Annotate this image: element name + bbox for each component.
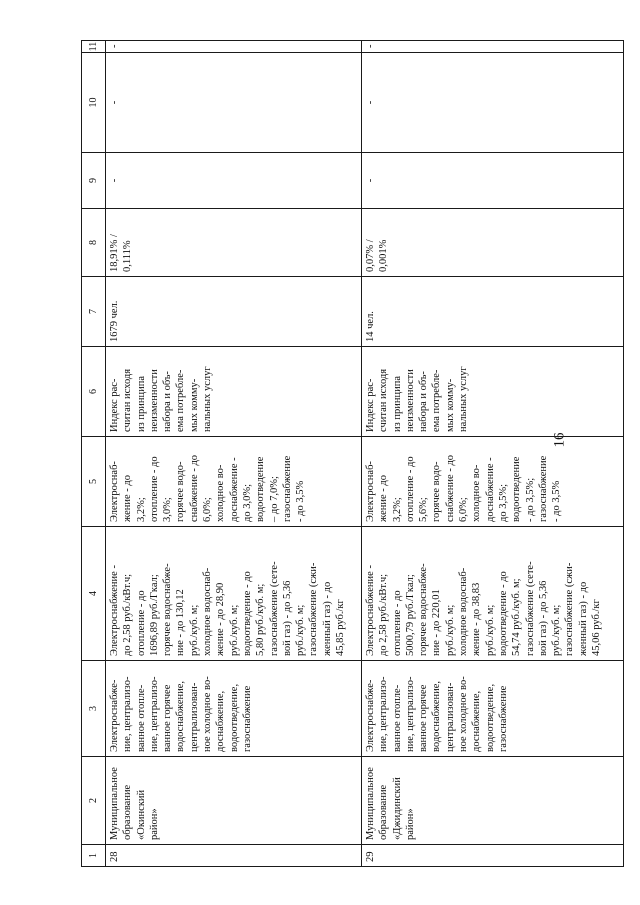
- column-header: 9: [82, 153, 106, 209]
- col11-cell: -: [106, 41, 362, 53]
- row-number-cell: 28: [106, 845, 362, 867]
- column-header: 8: [82, 209, 106, 277]
- table-header-row: [82, 41, 106, 867]
- share-cell: 18,91% / 0,111%: [106, 209, 362, 277]
- row-number-cell: 29: [362, 845, 624, 867]
- method-cell: Индекс рас- считан исходя из принципа неизменности набора и объ- ема потребле- мых комму- нальных услуг: [362, 347, 624, 437]
- tariff-table: [81, 40, 624, 867]
- municipality-cell: Муниципальное образование «Окинский район»: [106, 757, 362, 845]
- page-number: 16: [551, 432, 568, 448]
- municipality-cell: Муниципальное образование «Джидинский район»: [362, 757, 624, 845]
- col9-cell: -: [362, 153, 624, 209]
- table-row: [106, 41, 362, 867]
- method-cell: Индекс рас- считан исходя из принципа неизменности набора и объ- ема потребле- мых комму- нальных услуг: [106, 347, 362, 437]
- population-cell: 1679 чел.: [106, 277, 362, 347]
- column-header: 1: [82, 845, 106, 867]
- column-header: 3: [82, 661, 106, 757]
- growth-cell: Электроснаб- жение - до 3,2%; отопление - до 3,0%; горячее водо- снабжение - до 6,0%; холодное во- доснабжение - до 3,0%; водоотведение – до 7,0%; газоснабжение - до 3,5%: [106, 437, 362, 527]
- document-table-container: [81, 41, 603, 867]
- services-cell: Электроснабже- ние, централизо- ванное отопле- ние, централизо- ванное горячее водоснабжение, централизован- ное холодное во- доснабжение, водоотведение, газоснабжение: [106, 661, 362, 757]
- col11-cell: -: [362, 41, 624, 53]
- column-header: 6: [82, 347, 106, 437]
- column-header: 7: [82, 277, 106, 347]
- column-header: 11: [82, 41, 106, 53]
- col10-cell: -: [362, 53, 624, 153]
- table-row: [362, 41, 624, 867]
- population-cell: 14 чел.: [362, 277, 624, 347]
- col10-cell: -: [106, 53, 362, 153]
- col9-cell: -: [106, 153, 362, 209]
- growth-cell: Электроснаб- жение - до 3,2%; отопление - до 5,6%; горячее водо- снабжение - до 6,0%; холодное во- доснабжение - до 3,5%; водоотведение - до 3,5%; газоснабжение - до 3,5%: [362, 437, 624, 527]
- tariffs-cell: Электроснабжение - до 2,58 руб./кВт.ч; отопление - до 5000,79 руб./Гкал; горячее водоснабже- ние - до 220,01 руб./куб. м; холодное водоснаб- жение - до 38,83 руб./куб. м; водоотведение - до 54,74 руб./куб. м; газоснабжение (сете- вой газ) - до 5,36 руб./куб. м; газоснабжение (сжи- женный газ) - до 45,06 руб./кг: [362, 527, 624, 661]
- column-header: 5: [82, 437, 106, 527]
- column-header: 2: [82, 757, 106, 845]
- share-cell: 0,07% / 0,001%: [362, 209, 624, 277]
- services-cell: Электроснабже- ние, централизо- ванное отопле- ние, централизо- ванное горячее водоснабжение, централизован- ное холодное во- доснабжение, водоотведение, газоснабжение: [362, 661, 624, 757]
- tariffs-cell: Электроснабжение - до 2,58 руб./кВт.ч; отопление - до 1696,89 руб./Гкал; горячее водоснабже- ние - до 130,12 руб./куб. м; холодное водоснаб- жение - до 28,90 руб./куб. м; водоотведение - до 5,80 руб./куб. м; газоснабжение (сете- вой газ) - до 5,36 руб./куб. м; газоснабжение (сжи- женный газ) - до 45,85 руб./кг: [106, 527, 362, 661]
- column-header: 4: [82, 527, 106, 661]
- column-header: 10: [82, 53, 106, 153]
